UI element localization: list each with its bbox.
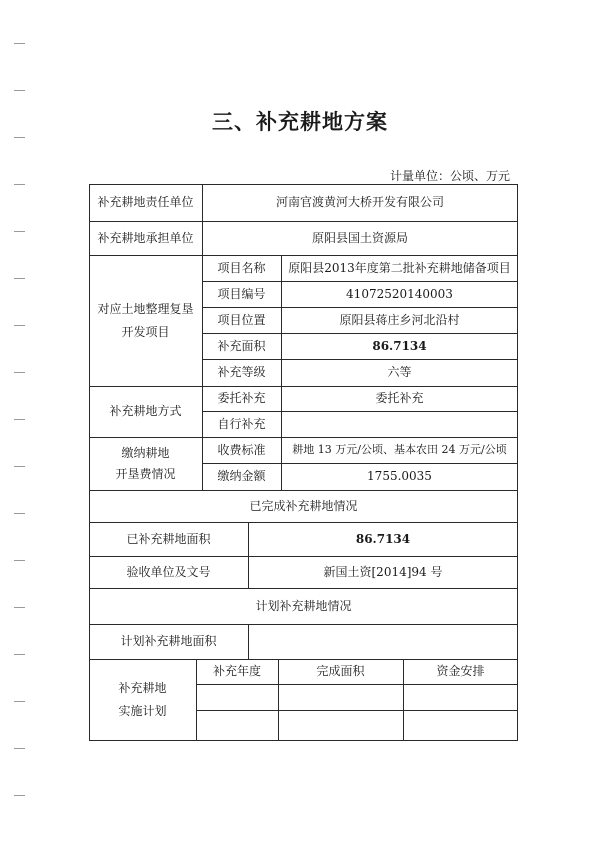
planned-area-value [248,624,518,659]
entrusted-label: 委托补充 [217,391,266,405]
undertaker-unit-value: 原阳县国土资源局 [311,230,408,245]
project-location-label: 项目位置 [217,312,266,327]
project-number-label: 项目编号 [217,286,266,301]
page-title: 三、补充耕地方案 [212,109,388,134]
project-group-label-line2: 开发项目 [121,324,170,339]
undertaker-unit-label: 补充耕地承担单位 [97,230,194,245]
fee-group-label-line1: 缴纳耕地 [121,445,170,460]
plan-group-label-line1: 补充耕地 [118,681,167,695]
project-group-label [89,255,202,386]
responsible-unit-label: 补充耕地责任单位 [97,195,194,209]
plan-year-header: 补充年度 [212,664,261,678]
method-label: 补充耕地方式 [109,404,182,418]
supplement-area-label: 补充面积 [217,338,266,353]
completed-section-header: 已完成补充耕地情况 [249,498,358,513]
project-name-label: 项目名称 [217,260,266,275]
project-number-value: 41072520140003 [346,286,453,301]
fee-standard-value: 耕地 13 万元/公顷、基本农田 24 万元/公顷 [292,443,507,457]
planned-section-header: 计划补充耕地情况 [255,598,352,613]
fee-group-label [89,437,202,490]
fee-amount-value: 1755.0035 [367,469,432,483]
self-supplement-value [281,411,518,437]
fee-standard-label: 收费标准 [217,442,266,457]
supplement-area-value: 86.7134 [372,338,427,353]
completed-area-label: 已补充耕地面积 [126,531,211,546]
self-supplement-label: 自行补充 [217,416,266,431]
acceptance-label: 验收单位及文号 [126,564,211,579]
supplement-grade-label: 补充等级 [217,365,266,379]
project-name-value: 原阳县2013年度第二批补充耕地储备项目 [288,260,511,275]
fee-amount-label: 缴纳金额 [217,469,266,483]
project-location-value: 原阳县蒋庄乡河北沿村 [339,312,460,327]
plan-area-header: 完成面积 [316,664,365,678]
plan-group-label [89,659,196,741]
responsible-unit-value: 河南官渡黄河大桥开发有限公司 [275,195,444,209]
plan-group-label-line2: 实施计划 [118,704,167,718]
completed-area-value: 86.7134 [355,531,411,546]
entrusted-value: 委托补充 [375,391,424,405]
plan-fund-header: 资金安排 [436,664,485,678]
scheme-table [89,184,518,741]
fee-group-label-line2: 开垦费情况 [115,466,176,481]
planned-area-label: 计划补充耕地面积 [120,634,217,648]
unit-note: 计量单位：公顷、万元 [389,169,510,183]
project-group-label-line1: 对应土地整理复垦 [97,301,194,316]
acceptance-value: 新国土资[2014]94 号 [323,564,443,579]
supplement-grade-value: 六等 [387,365,412,379]
